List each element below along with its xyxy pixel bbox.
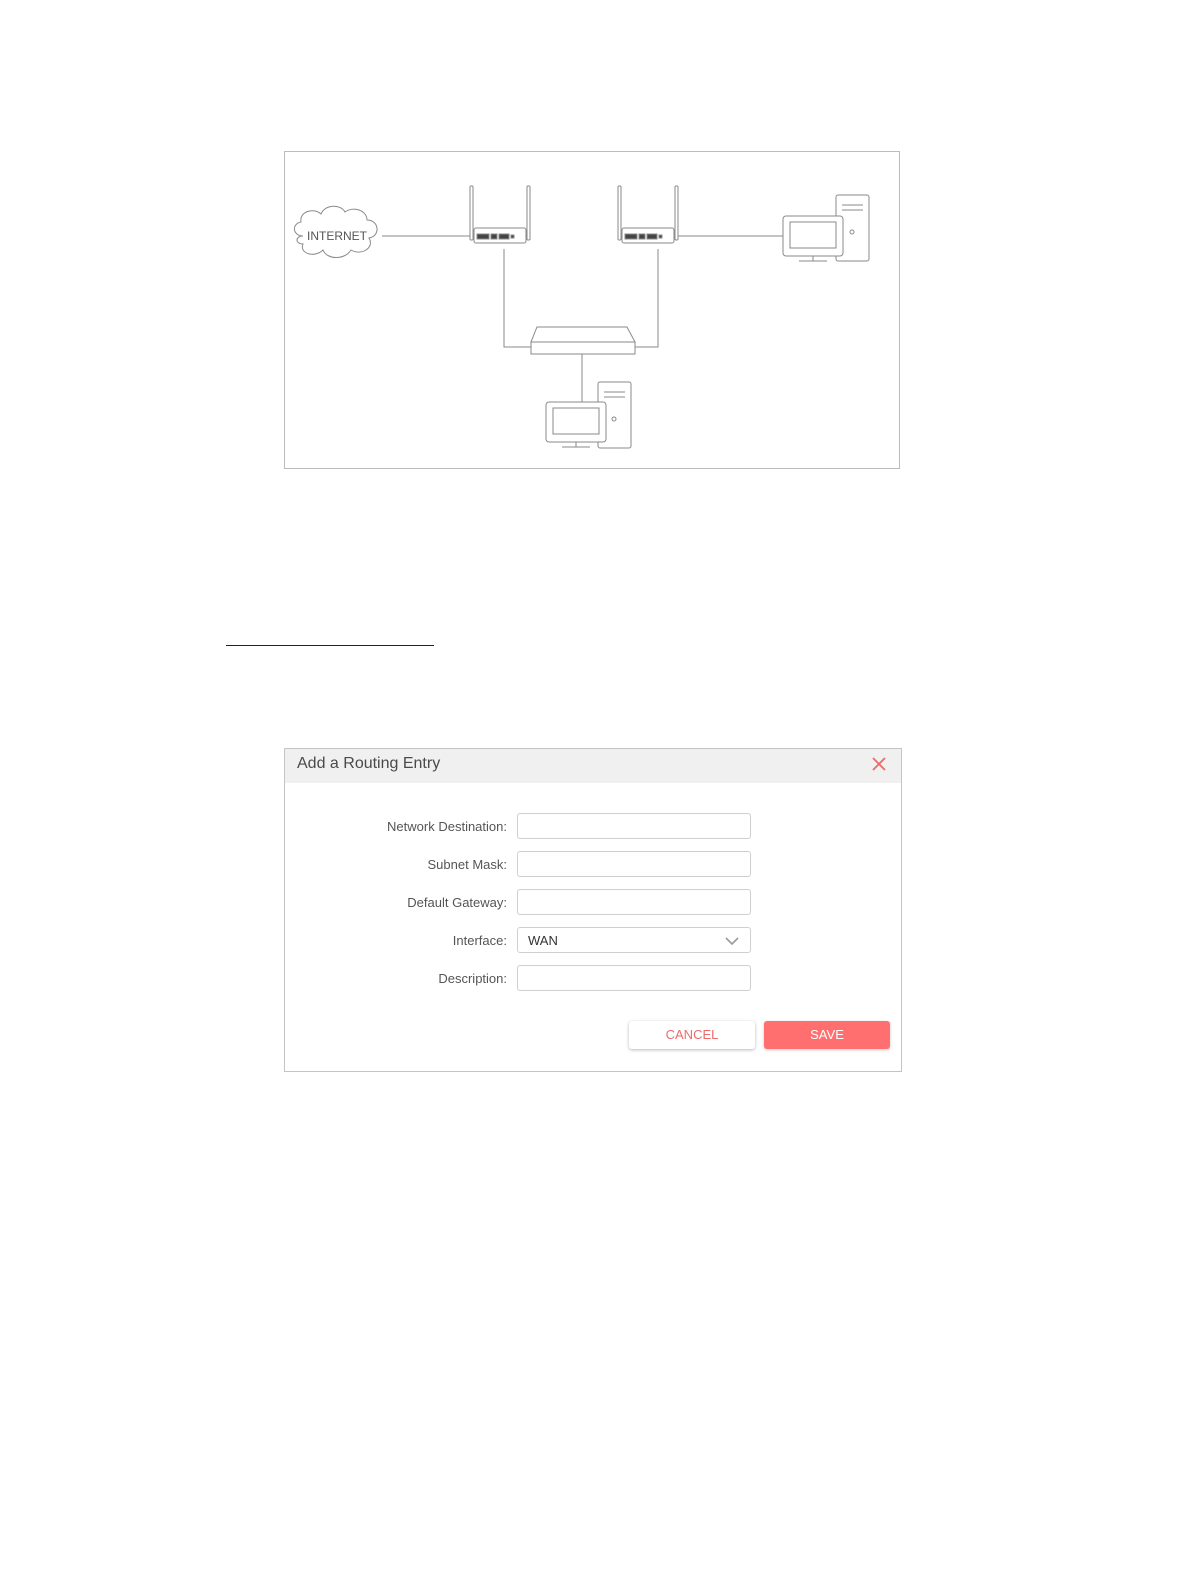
add-routing-entry-dialog	[284, 748, 902, 1072]
description-input[interactable]	[517, 965, 751, 991]
form-row-default-gateway	[285, 889, 901, 917]
desktop-computer-icon	[546, 382, 631, 448]
network-destination-input[interactable]	[517, 813, 751, 839]
close-icon[interactable]	[869, 754, 889, 774]
form-row-description	[285, 965, 901, 993]
cable-router2-switch	[634, 249, 658, 347]
router-icon	[618, 186, 678, 243]
cloud-label: INTERNET	[307, 229, 367, 243]
router-icon	[470, 186, 530, 243]
cancel-button[interactable]: CANCEL	[629, 1021, 755, 1049]
default-gateway-input[interactable]	[517, 889, 751, 915]
interface-label: Interface:	[452, 933, 507, 948]
dialog-title: Add a Routing Entry	[297, 755, 441, 772]
network-topology-diagram	[284, 151, 900, 469]
topology-svg	[285, 152, 901, 470]
switch-icon	[531, 327, 635, 354]
interface-selected-value: WAN	[528, 933, 558, 948]
default-gateway-label: Default Gateway:	[407, 895, 507, 910]
cable-router1-switch	[504, 249, 531, 347]
dialog-header	[285, 749, 901, 783]
link-underline	[226, 645, 434, 646]
form-row-interface	[285, 927, 901, 955]
chevron-down-icon	[724, 935, 740, 947]
subnet-mask-label: Subnet Mask:	[427, 857, 507, 872]
network-destination-label: Network Destination:	[387, 819, 507, 834]
form-row-network-destination	[285, 813, 901, 841]
save-button[interactable]: SAVE	[764, 1021, 890, 1049]
form-row-subnet-mask	[285, 851, 901, 879]
interface-select[interactable]	[517, 927, 751, 953]
desktop-computer-icon	[783, 195, 869, 261]
subnet-mask-input[interactable]	[517, 851, 751, 877]
description-label: Description:	[438, 971, 507, 986]
